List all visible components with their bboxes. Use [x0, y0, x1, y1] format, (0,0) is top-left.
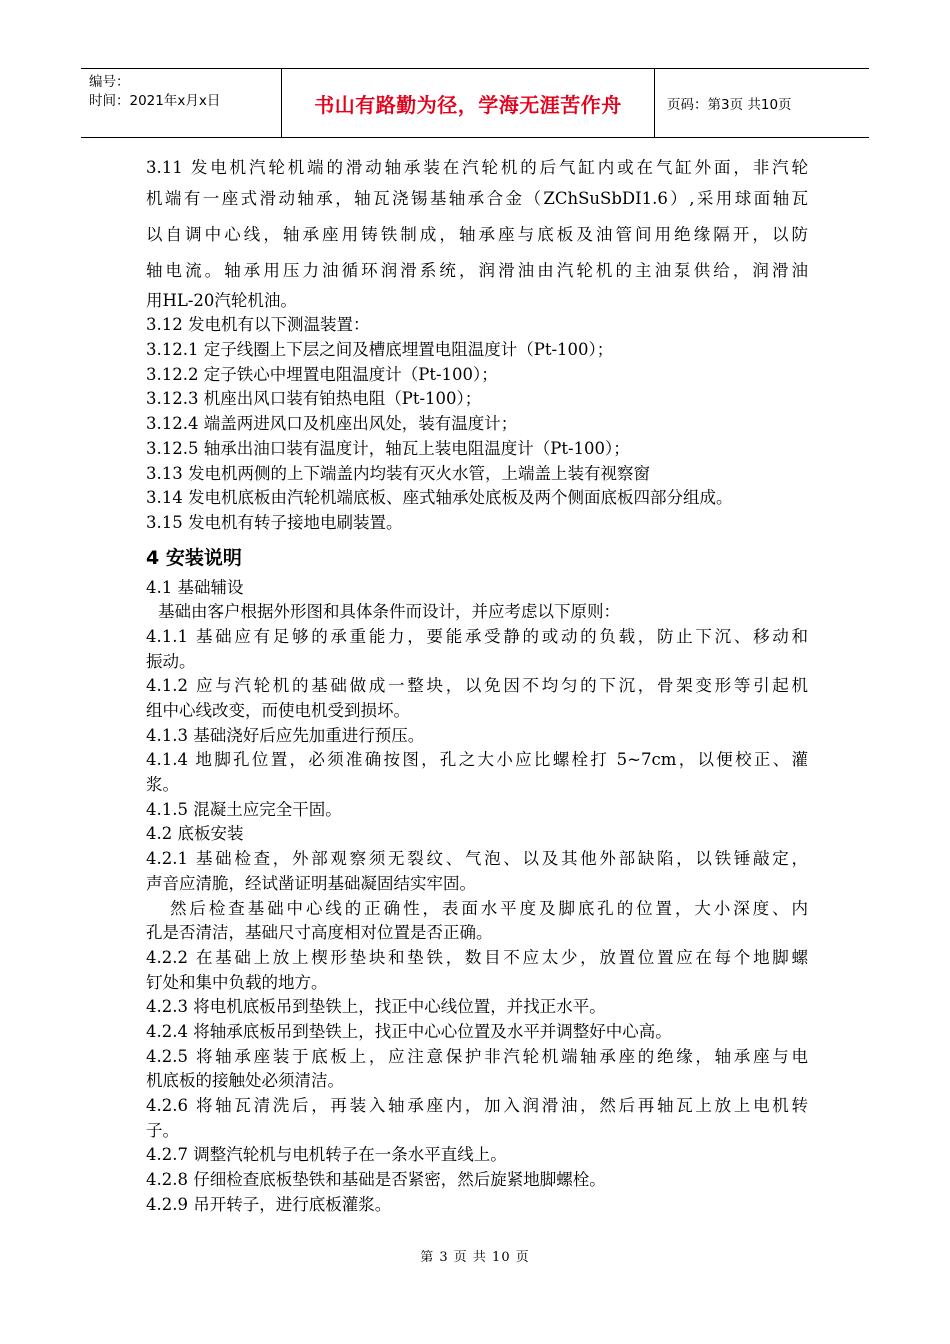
- paragraph-line: 基础由客户根据外形图和具体条件而设计，并应考虑以下原则：: [158, 602, 620, 622]
- section-line: 3.12 发电机有以下测温装置：: [146, 315, 370, 335]
- header-page-number: 页码：第3页 共10页: [667, 97, 792, 113]
- paragraph-line: 孔是否清洁，基础尺寸高度相对位置是否正确。: [146, 923, 493, 943]
- paragraph-line: 轴电流。轴承用压力油循环润滑系统，润滑油由汽轮机的主油泵供给，润滑油: [146, 260, 808, 280]
- paragraph-line: 4.1.4 地脚孔位置，必须准确按图，孔之大小应比螺栓打 5~7cm，以便校正、灌: [146, 750, 808, 770]
- paragraph-line: 4.2.6 将轴瓦清洗后，再装入轴承座内，加入润滑油，然后再轴瓦上放上电机转: [146, 1096, 808, 1115]
- paragraph-line: 然后检查基础中心线的正确性，表面水平度及脚底孔的位置，大小深度、内: [170, 898, 808, 918]
- paragraph-line: 钉处和集中负载的地方。: [146, 972, 328, 992]
- paragraph-line: 浆。: [146, 775, 179, 795]
- subsection-title: 4.1 基础辅设: [146, 577, 244, 597]
- page-header: [81, 68, 869, 138]
- list-item: 3.12.2 定子铁心中埋置电阻温度计（Pt-100）；: [146, 364, 498, 384]
- paragraph-line: 4.2.8 仔细检查底板垫铁和基础是否紧密，然后旋紧地脚螺栓。: [146, 1170, 606, 1190]
- paragraph-line: 4.2.3 将电机底板吊到垫铁上，找正中心线位置，并找正水平。: [146, 997, 606, 1017]
- document-date-label: 时间：2021年x月x日: [89, 93, 221, 109]
- paragraph-line: 4.1.2 应与汽轮机的基础做成一整块，以免因不均匀的下沉，骨架变形等引起机: [146, 676, 808, 696]
- subsection-title: 4.2 底板安装: [146, 824, 244, 844]
- paragraph-line: 4.1.1 基础应有足够的承重能力，要能承受静的或动的负载，防止下沉、移动和: [146, 626, 808, 646]
- paragraph-line: 4.2.2 在基础上放上楔形垫块和垫铁，数目不应太少，放置位置应在每个地脚螺: [146, 947, 808, 967]
- paragraph-line: 组中心线改变，而使电机受到损坏。: [146, 701, 410, 720]
- paragraph-line: 以自调中心线，轴承座用铸铁制成，轴承座与底板及油管间用绝缘隔开，以防: [146, 224, 808, 244]
- list-item: 3.12.5 轴承出油口装有温度计，轴瓦上装电阻温度计（Pt-100）；: [146, 438, 630, 458]
- paragraph-line: 4.2.9 吊开转子，进行底板灌浆。: [146, 1194, 392, 1214]
- paragraph-line: 用HL-20汽轮机油。: [146, 290, 297, 310]
- paragraph-line: 3.11 发电机汽轮机端的滑动轴承装在汽轮机的后气缸内或在气缸外面，非汽轮: [146, 158, 808, 177]
- list-item: 3.12.1 定子线圈上下层之间及槽底埋置电阻温度计（Pt-100）；: [146, 340, 614, 360]
- header-meta: [81, 69, 281, 137]
- section-line: 3.13 发电机两侧的上下端盖内均装有灭火水管，上端盖上装有视察窗: [146, 463, 650, 483]
- paragraph-line: 4.2.5 将轴承座装于底板上，应注意保护非汽轮机端轴承座的绝缘，轴承座与电: [146, 1046, 808, 1066]
- paragraph-line: 4.2.7 调整汽轮机与电机转子在一条水平直线上。: [146, 1145, 507, 1165]
- paragraph-line: 机底板的接触处必须清洁。: [146, 1071, 344, 1091]
- page-footer: 第 3 页 共 10 页: [420, 1250, 530, 1265]
- paragraph-line: 机端有一座式滑动轴承，轴瓦浇锡基轴承合金（ZChSuSbDI1.6）,采用球面轴瓦: [146, 188, 808, 208]
- document-number-label: 编号：: [89, 74, 130, 90]
- paragraph-line: 4.1.3 基础浇好后应先加重进行预压。: [146, 725, 425, 745]
- list-item: 3.12.3 机座出风口装有铂热电阻（Pt-100）；: [146, 389, 482, 409]
- paragraph-line: 声音应清脆，经试凿证明基础凝固结实牢固。: [146, 873, 476, 893]
- section-line: 3.15 发电机有转子接地电刷装置。: [146, 512, 403, 532]
- paragraph-line: 4.2.1 基础检查，外部观察须无裂纹、气泡、以及其他外部缺陷，以铁锤敲定，: [146, 849, 808, 869]
- section-heading: 4 安装说明: [146, 546, 242, 569]
- section-line: 3.14 发电机底板由汽轮机端底板、座式轴承处底板及两个侧面底板四部分组成。: [146, 488, 733, 508]
- header-motto: 书山有路勤为径，学海无涯苦作舟: [281, 69, 655, 137]
- paragraph-line: 4.2.4 将轴承底板吊到垫铁上，找正中心心位置及水平并调整好中心高。: [146, 1021, 672, 1041]
- paragraph-line: 振动。: [146, 651, 196, 671]
- document-body: [146, 156, 808, 1217]
- paragraph-line: 子。: [146, 1120, 179, 1140]
- paragraph-line: 4.1.5 混凝土应完全干固。: [146, 799, 342, 819]
- list-item: 3.12.4 端盖两进风口及机座出风处，装有温度计；: [146, 414, 518, 434]
